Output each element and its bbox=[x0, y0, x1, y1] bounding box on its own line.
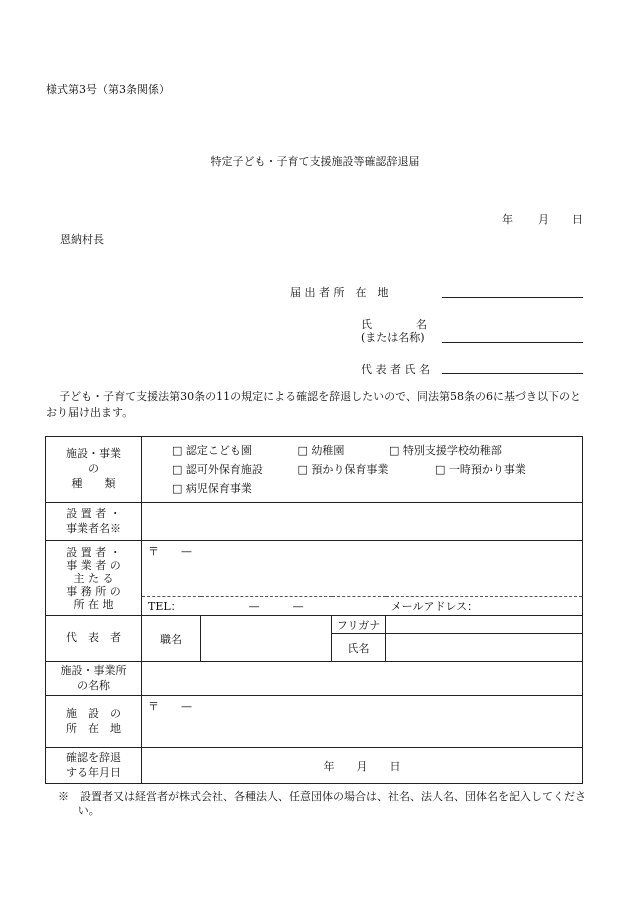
option-sick-child-care[interactable]: □ 病児保育事業 bbox=[172, 482, 252, 495]
date-year: 年 bbox=[502, 213, 513, 226]
applicant-name-field[interactable] bbox=[442, 341, 583, 343]
option-temporary-care[interactable]: □ 一時預かり事業 bbox=[435, 463, 526, 476]
date-day: 日 bbox=[572, 213, 583, 226]
document-title: 特定子ども・子育て支援施設等確認辞退届 bbox=[210, 155, 420, 168]
operator-name-field[interactable] bbox=[142, 503, 583, 541]
postal-mark: 〒 — bbox=[148, 545, 192, 558]
operator-name-label: 設 置 者 ・ 事業者名※ bbox=[46, 503, 142, 541]
body-text: 子ども・子育て支援法第30条の11の規定による確認を辞退したいので、同法第58条の6に基づき以下のとおり届け出ます。 bbox=[46, 390, 581, 419]
representative-label: 代 表 者 bbox=[46, 616, 142, 662]
applicant-address-field[interactable] bbox=[442, 296, 583, 298]
declaration-table bbox=[45, 436, 583, 784]
footnote: ※ 設置者又は経営者が株式会社、各種法人、任意団体の場合は、社名、法人名、団体名を記入してください。 bbox=[58, 790, 586, 817]
tel-label: TEL： bbox=[148, 600, 182, 613]
rep-name-label: 氏名 bbox=[332, 634, 386, 662]
furigana-label: フリガナ bbox=[332, 616, 386, 634]
position-label: 職名 bbox=[142, 616, 201, 662]
applicant-address-label: 届 出 者 所 在 地 bbox=[290, 286, 389, 299]
rep-name-field[interactable] bbox=[386, 634, 583, 662]
withdraw-date-field[interactable]: 年 月 日 bbox=[142, 748, 583, 784]
tel-field[interactable]: — — bbox=[248, 600, 304, 613]
office-address-label: 設 置 者 ・ 事 業 者 の 主 た る 事 務 所 の 所 在 地 bbox=[46, 541, 142, 616]
option-kindergarten[interactable]: □ 幼稚園 bbox=[297, 444, 345, 457]
representative-name-field[interactable] bbox=[442, 372, 583, 374]
furigana-field[interactable] bbox=[386, 616, 583, 634]
facility-type-label: 施設・事業 の 種 類 bbox=[46, 437, 142, 503]
office-contact-row bbox=[142, 597, 583, 616]
option-unlicensed-nursery[interactable]: □ 認可外保育施設 bbox=[172, 463, 263, 476]
applicant-name-sublabel: (または名称) bbox=[361, 331, 425, 344]
facility-name-label: 施設・事業所 の名称 bbox=[46, 662, 142, 696]
position-field[interactable] bbox=[201, 616, 332, 662]
facility-postal-mark: 〒 — bbox=[148, 700, 192, 713]
facility-address-field[interactable] bbox=[142, 696, 583, 748]
email-label: メールアドレス： bbox=[390, 600, 479, 613]
addressee: 恩納村長 bbox=[60, 233, 104, 246]
option-extended-care[interactable]: □ 預かり保育事業 bbox=[297, 463, 389, 476]
applicant-name-label: 氏 名 bbox=[361, 318, 427, 331]
facility-address-label: 施 設 の 所 在 地 bbox=[46, 696, 142, 748]
facility-type-options bbox=[142, 437, 583, 503]
option-special-school-kindergarten[interactable]: □ 特別支援学校幼稚部 bbox=[389, 444, 502, 457]
facility-name-field[interactable] bbox=[142, 662, 583, 696]
withdraw-date-label: 確認を辞退 する年月日 bbox=[46, 748, 142, 784]
form-number: 様式第3号（第3条関係） bbox=[46, 83, 170, 96]
option-certified-kindergarten[interactable]: □ 認定こども園 bbox=[172, 444, 252, 457]
representative-name-label: 代 表 者 氏 名 bbox=[361, 363, 430, 376]
office-address-field[interactable] bbox=[142, 541, 583, 597]
date-month: 月 bbox=[538, 213, 549, 226]
